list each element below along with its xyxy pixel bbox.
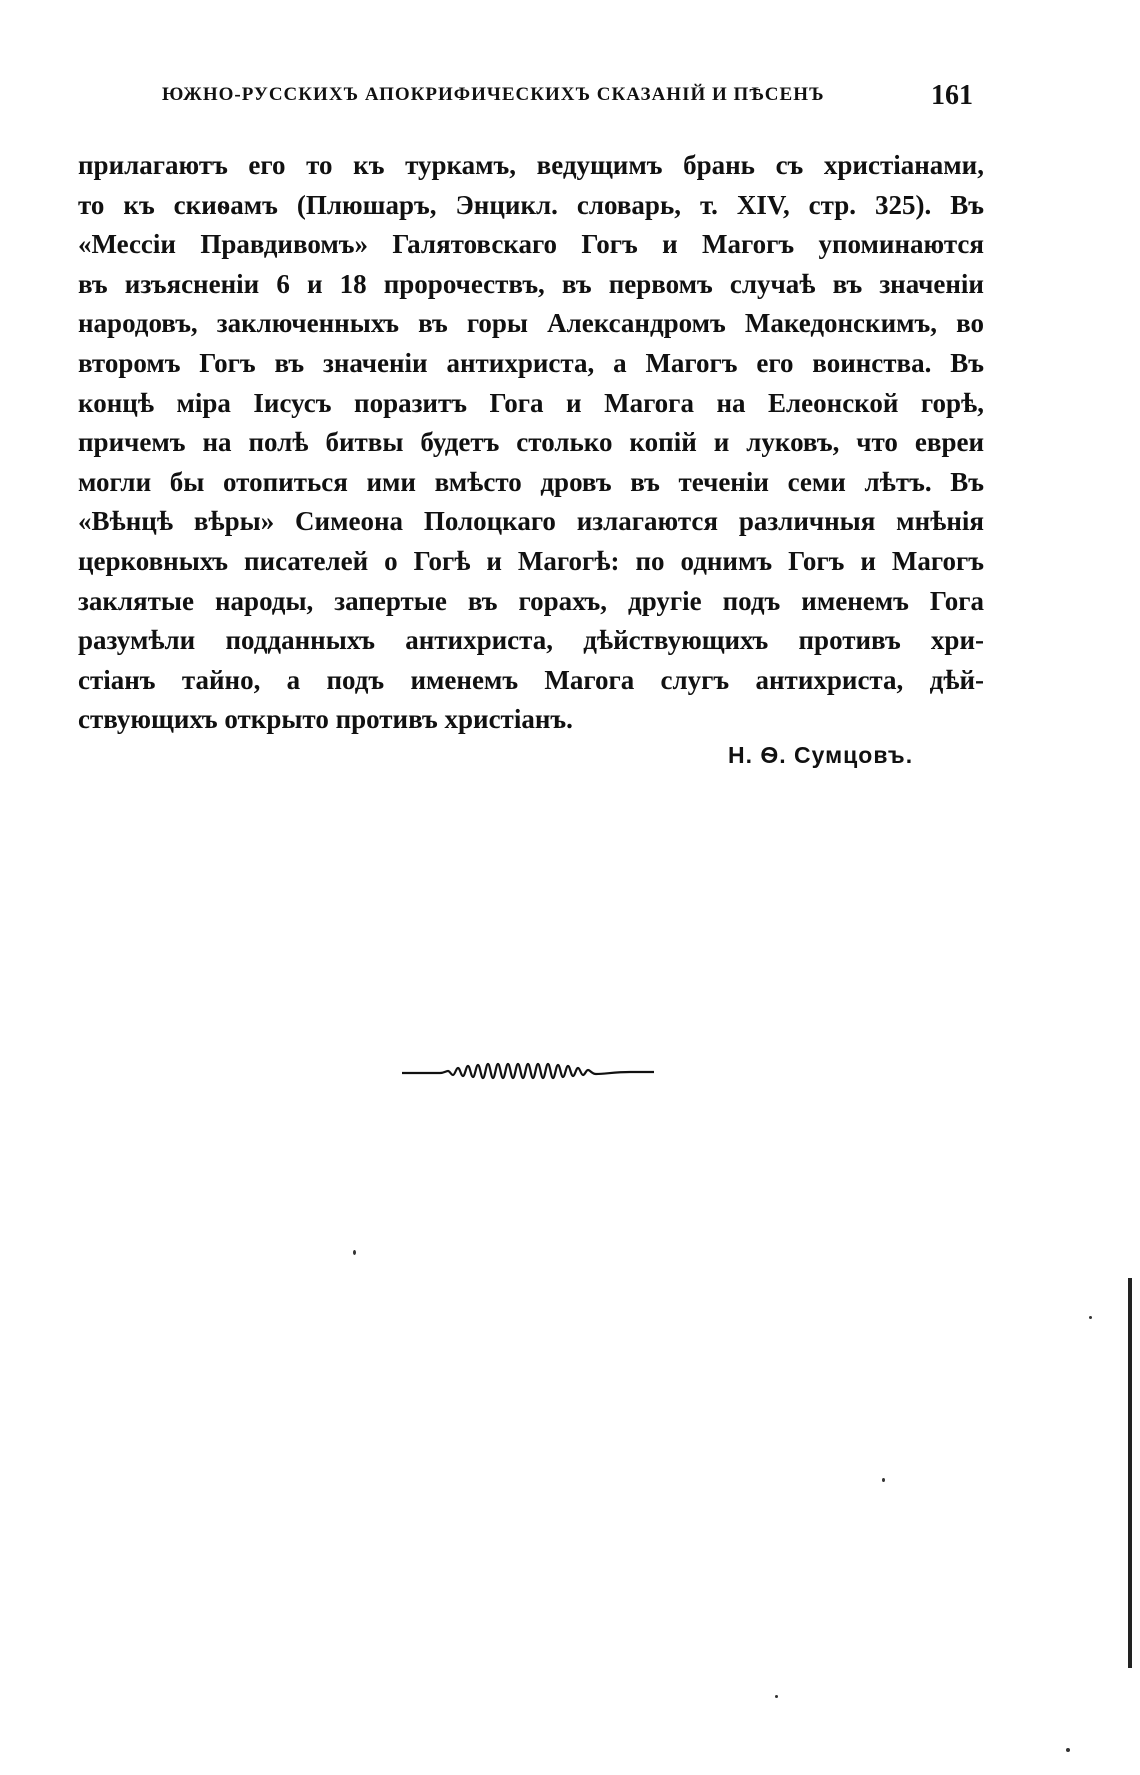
body-paragraph <box>78 146 984 740</box>
author-signature: Н. Ѳ. Сумцовъ. <box>728 742 914 768</box>
text-line: ствующихъ открыто противъ христіанъ. <box>78 704 573 735</box>
text-line: второмъ Гогъ въ значеніи антихриста, а Магогъ его воинства. Въ <box>78 347 984 378</box>
text-line: заклятые народы, запертые въ горахъ, другіе подъ именемъ Гога <box>78 585 984 616</box>
text-line: могли бы отопиться ими вмѣсто дровъ въ теченіи семи лѣтъ. Въ <box>78 466 984 497</box>
text-line: въ изъясненіи 6 и 18 пророчествъ, въ первомъ случаѣ въ значеніи <box>78 268 984 299</box>
text-line: причемъ на полѣ битвы будетъ столько копій и луковъ, что евреи <box>78 427 984 458</box>
wavy-divider-ornament <box>400 1060 656 1084</box>
scan-speck <box>1066 1748 1070 1752</box>
scan-speck <box>353 1250 356 1255</box>
text-line: прилагаютъ его то къ туркамъ, ведущимъ брань съ христіанами, <box>78 150 984 180</box>
page-number: 161 <box>931 80 973 111</box>
scan-speck <box>882 1478 885 1482</box>
scan-speck <box>775 1695 778 1698</box>
text-line: народовъ, заключенныхъ въ горы Александромъ Македонскимъ, во <box>78 308 984 339</box>
text-line: то къ скиѳамъ (Плюшаръ, Энцикл. словарь, т. XIV, стр. 325). Въ <box>78 189 984 220</box>
scan-speck <box>1089 1316 1092 1319</box>
text-line: «Мессіи Правдивомъ» Галятовскаго Гогъ и Магогъ упоминаются <box>78 229 984 260</box>
scan-edge-mark <box>1128 1278 1132 1668</box>
text-line: церковныхъ писателей о Гогѣ и Магогѣ: по однимъ Гогъ и Магогъ <box>78 545 984 576</box>
text-line: концѣ міра Іисусъ поразитъ Гога и Магога на Елеонской горѣ, <box>78 387 984 418</box>
text-line: стіанъ тайно, а подъ именемъ Магога слугъ антихриста, дѣй- <box>78 664 984 695</box>
text-line: «Вѣнцѣ вѣры» Симеона Полоцкаго излагаются различныя мнѣнія <box>78 506 984 537</box>
running-title: ЮЖНО-РУССКИХЪ АПОКРИФИЧЕСКИХЪ СКАЗАНІЙ И ПѢСЕНЪ <box>162 84 825 105</box>
text-line: разумѣли подданныхъ антихриста, дѣйствующихъ противъ хри- <box>78 625 984 656</box>
